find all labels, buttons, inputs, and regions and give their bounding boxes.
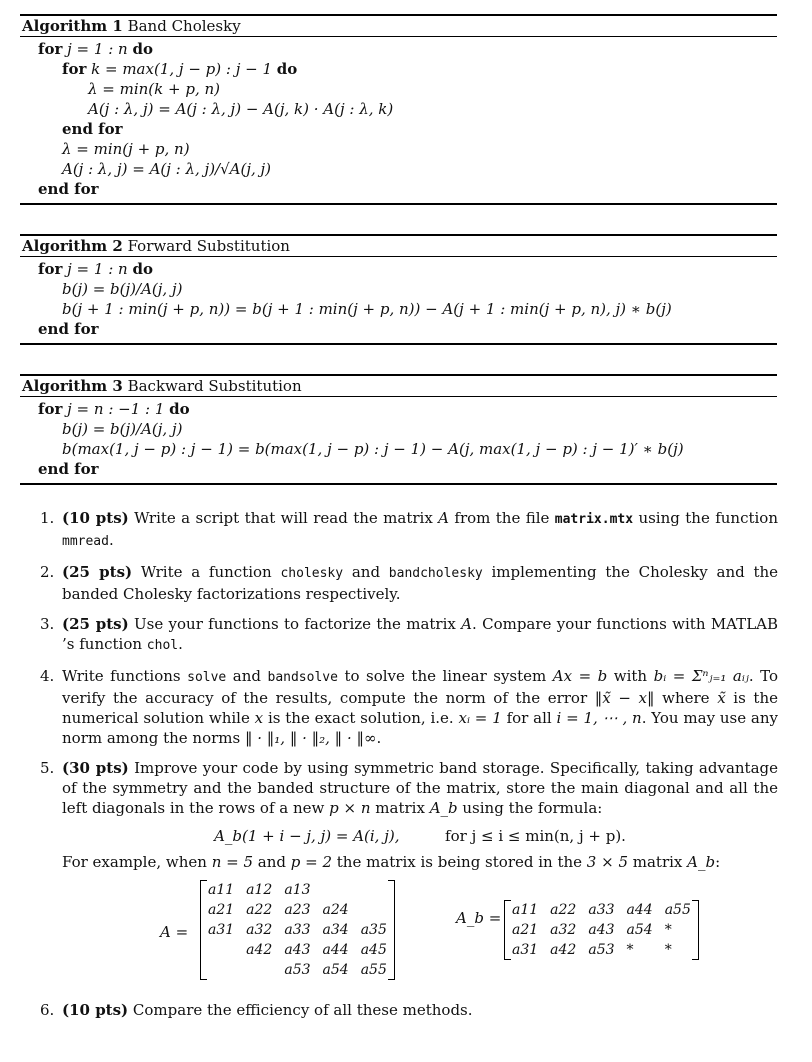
task-5: 5. (30 pts) Improve your code by using symmetric band storage. Specifically, taking advantage of the symmetry and the banded structure of the matrix, store the main diagonal and all the left diagonals in the rows of a new p × n matrix A_b using the formula: A_b(1 + i − j, j) = A(i, j), for j ≤ i ≤ min(n, j + p). For example, when n = 5 and p = 2 the matrix is being stored in the 3 × 5 matrix A_b: A = a11 a12 a13 a21 a22 a23 a24 a31 a32 a33 a34 a35 a42 a43 a44 a45 a53 a54 a55 A_b = a11 a22 a33 a44 a55 a21 a32 a43 a54 * a31 a42 a53 * * — [40, 758, 778, 990]
task-list — [40, 508, 778, 1030]
algorithm-2-title: Algorithm 2 Forward Substitution — [22, 237, 290, 255]
matrix-cell: a42 — [550, 942, 577, 958]
matrix-cell: a55 — [360, 962, 387, 978]
matrix-cell: a12 — [246, 882, 273, 898]
task-1: 1. (10 pts) Write a script that will read the matrix A from the file matrix.mtx using the function mmread. — [40, 509, 778, 549]
task-2: 2. (25 pts) Write a function cholesky and bandcholesky implementing the Cholesky and the banded Cholesky factorizations respectively. — [40, 563, 779, 603]
matrix-cell: a55 — [664, 902, 691, 918]
task-4: 4. Write functions solve and bandsolve to solve the linear system Ax = b with bᵢ = Σⁿⱼ₌₁ aᵢⱼ. To verify the accuracy of the results, compute the norm of the error ‖x̃ − x‖ where x̃ is the numerical solution while x is the exact solution, i.e. xᵢ = 1 for all i = 1, ⋯ , n. You may use any norm among the norms ‖ · ‖₁, ‖ · ‖₂, ‖ · ‖∞. — [40, 667, 778, 747]
matrix-cell: a24 — [322, 902, 349, 918]
matrix-a — [202, 880, 393, 980]
algorithm-line: end for — [38, 180, 99, 198]
matrix-cell: a21 — [208, 902, 235, 918]
matrix-cell: a53 — [284, 962, 311, 978]
matrix-cell: a22 — [550, 902, 577, 918]
matrix-cell: a35 — [360, 922, 387, 938]
algorithm-line: b(j + 1 : min(j + p, n)) = b(j + 1 : min(j + p, n)) − A(j + 1 : min(j + p, n), j) ∗ b(j) — [62, 300, 672, 318]
matrix-cell: a33 — [588, 902, 615, 918]
matrix-cell: a54 — [626, 922, 653, 938]
matrix-cell: a22 — [246, 902, 273, 918]
matrix-cell: a43 — [284, 942, 311, 958]
matrix-cell: a23 — [284, 902, 311, 918]
matrix-cell: a31 — [512, 942, 539, 958]
matrix-a-label: A = — [160, 923, 189, 941]
algorithm-2-body — [20, 257, 777, 343]
algorithm-line: A(j : λ, j) = A(j : λ, j) − A(j, k) · A(j : λ, k) — [88, 100, 394, 118]
matrix-example — [62, 878, 778, 990]
matrix-cell: a44 — [626, 902, 653, 918]
matrix-cell: a33 — [284, 922, 311, 938]
matrix-ab-label: A_b = — [456, 909, 502, 927]
matrix-cell — [317, 880, 355, 900]
example-sentence: For example, when n = 5 and p = 2 the matrix is being stored in the 3 × 5 matrix A_b: — [62, 853, 721, 871]
matrix-cell: a32 — [550, 922, 577, 938]
algorithm-line: for k = max(1, j − p) : j − 1 do — [62, 60, 298, 78]
algorithm-line: for j = 1 : n do — [38, 260, 153, 278]
matrix-cell: * — [626, 942, 634, 958]
matrix-cell: a13 — [284, 882, 311, 898]
algorithm-line: λ = min(k + p, n) — [88, 80, 220, 98]
matrix-cell: a21 — [512, 922, 539, 938]
matrix-cell: a53 — [588, 942, 615, 958]
band-storage-formula: A_b(1 + i − j, j) = A(i, j), for j ≤ i ≤ min(n, j + p). — [214, 827, 626, 845]
algorithm-line: A(j : λ, j) = A(j : λ, j)/√A(j, j) — [62, 160, 272, 178]
algorithm-1-body — [20, 37, 777, 203]
matrix-cell: a31 — [208, 922, 235, 938]
algorithm-1-title: Algorithm 1 Band Cholesky — [22, 17, 241, 35]
matrix-cell: a11 — [512, 902, 539, 918]
algorithm-line: end for — [62, 120, 123, 138]
algorithm-3-title: Algorithm 3 Backward Substitution — [22, 377, 302, 395]
matrix-cell: a54 — [322, 962, 349, 978]
algorithm-line: end for — [38, 460, 99, 478]
algorithm-2 — [20, 234, 777, 345]
algorithm-line: for j = 1 : n do — [38, 40, 153, 58]
matrix-cell — [202, 960, 240, 980]
matrix-cell: a42 — [246, 942, 273, 958]
matrix-cell: * — [664, 942, 672, 958]
algorithm-line: b(j) = b(j)/A(j, j) — [62, 420, 183, 438]
algorithm-1 — [20, 14, 777, 205]
matrix-cell — [240, 960, 278, 980]
algorithm-line: λ = min(j + p, n) — [62, 140, 190, 158]
task-6: 6. (10 pts) Compare the efficiency of all these methods. — [40, 1001, 473, 1019]
algorithm-line: for j = n : −1 : 1 do — [38, 400, 190, 418]
task-3: 3. (25 pts) Use your functions to factorize the matrix A. Compare your functions with MATLAB ’s function chol. — [40, 615, 779, 653]
algorithm-line: b(max(1, j − p) : j − 1) = b(max(1, j − p) : j − 1) − A(j, max(1, j − p) : j − 1)′ ∗ b(j) — [62, 440, 684, 458]
algorithm-line: b(j) = b(j)/A(j, j) — [62, 280, 183, 298]
algorithm-line: end for — [38, 320, 99, 338]
algorithm-3 — [20, 374, 777, 485]
matrix-cell: a45 — [360, 942, 387, 958]
matrix-cell: * — [664, 922, 672, 938]
algorithm-3-body — [20, 397, 777, 483]
matrix-cell: a44 — [322, 942, 349, 958]
matrix-cell: a43 — [588, 922, 615, 938]
matrix-cell: a32 — [246, 922, 273, 938]
matrix-cell: a11 — [208, 882, 235, 898]
matrix-cell: a34 — [322, 922, 349, 938]
matrix-ab — [506, 900, 697, 960]
matrix-cell — [202, 940, 240, 960]
